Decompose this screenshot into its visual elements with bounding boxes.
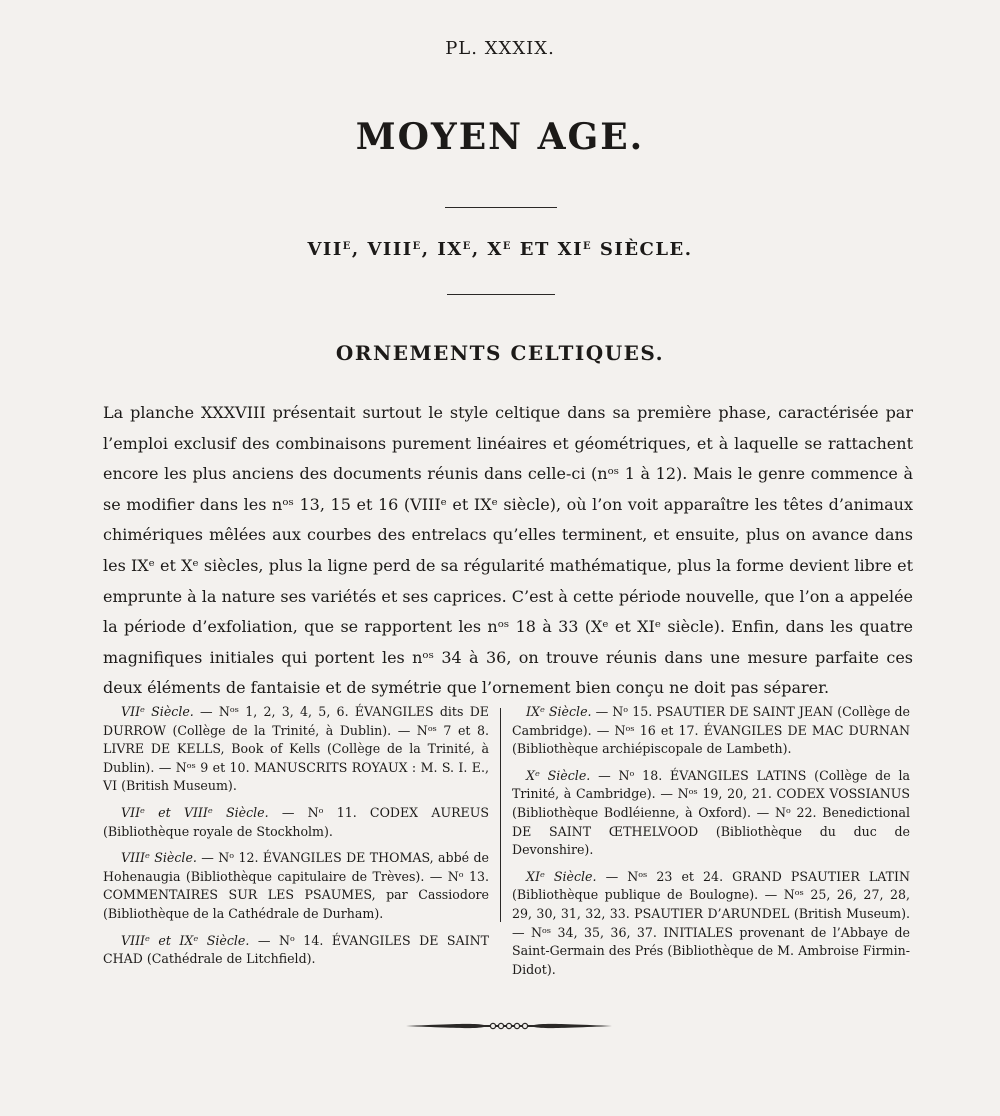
note-entry	[103, 703, 489, 796]
tail-piece-ornament-icon	[404, 1016, 614, 1036]
century-sup: E	[583, 241, 593, 252]
century-part: ET XI	[511, 239, 584, 260]
notes-left-column	[103, 703, 489, 977]
note-entry	[512, 767, 910, 860]
century-part: SIÈCLE.	[592, 239, 693, 260]
note-lead: Xᵉ Siècle.	[526, 767, 591, 783]
page-title: MOYEN AGE.	[355, 116, 645, 158]
note-text: — Nᵒ 15. PSAUTIER DE SAINT JEAN (Collège de Cambridge). — Nᵒˢ 16 et 17. ÉVANGILES DE MAC DURNAN (Bibliothèque archiépiscopale de Lambeth).	[512, 704, 910, 757]
notes-right-column	[512, 703, 910, 987]
century-sup: E	[462, 241, 472, 252]
note-text: — Nᵒˢ 23 et 24. GRAND PSAUTIER LATIN (Bibliothèque publique de Boulogne). — Nᵒˢ 25, 26, 27, 28, 29, 30, 31, 32, 33. PSAUTIER D’ARUNDEL (British Museum). — Nᵒˢ 34, 35, 36, 37. INITIALES provenant de l’Abbaye de Saint-Germain des Prés (Bibliothèque de M. Ambroise Firmin-Didot).	[512, 868, 911, 977]
century-part: , VIII	[351, 239, 413, 260]
note-lead: VIIIᵉ et IXᵉ Siècle.	[121, 932, 250, 948]
note-text: — Nᵒ 12. ÉVANGILES DE THOMAS, abbé de Hohenaugia (Bibliothèque capitulaire de Trèves). — Nᵒ 13. COMMENTAIRES SUR LES PSAUMES, par Cassiodore (Bibliothèque de la Cathédrale de Durham).	[103, 850, 489, 921]
note-text: — Nᵒ 11. CODEX AUREUS (Bibliothèque royale de Stockholm).	[103, 804, 489, 839]
note-lead: VIIᵉ et VIIIᵉ Siècle.	[121, 804, 269, 820]
century-part: VII	[307, 239, 343, 260]
century-part: , IX	[421, 239, 463, 260]
note-lead: IXᵉ Siècle.	[526, 704, 592, 719]
note-entry	[103, 849, 489, 923]
note-text: — Nᵒ 14. ÉVANGILES DE SAINT CHAD (Cathédrale de Litchfield).	[103, 932, 489, 967]
note-text: — Nᵒˢ 1, 2, 3, 4, 5, 6. ÉVANGILES dits DE DURROW (Collège de la Trinité, à Dublin). — Nᵒˢ 7 et 8. LIVRE DE KELLS, Book of Kells (Collège de la Trinité, à Dublin). — Nᵒˢ 9 et 10. MANUSCRITS ROYAUX : M. S. I. E., VI (British Museum).	[103, 704, 489, 794]
divider-rule	[447, 294, 555, 295]
century-sup: E	[342, 241, 352, 252]
note-entry	[512, 703, 910, 759]
note-entry	[103, 932, 489, 969]
note-text: — Nᵒ 18. ÉVANGILES LATINS (Collège de la Trinité, à Cambridge). — Nᵒˢ 19, 20, 21. CODEX VOSSIANUS (Bibliothèque Bodléienne, à Oxford). — Nᵒ 22. Benedictional DE SAINT ŒTHELVOOD (Bibliothèque du duc de Devonshire).	[512, 767, 910, 858]
century-heading	[0, 239, 1000, 260]
note-lead: XIᵉ Siècle.	[526, 868, 597, 884]
note-entry	[512, 868, 910, 980]
note-entry	[103, 804, 489, 841]
note-lead: VIIIᵉ Siècle.	[121, 850, 197, 866]
intro-text: La planche XXXVIII présentait surtout le style celtique dans sa première phase, caractérisée par l’emploi exclusif des combinaisons purement linéaires et géométriques, et à laquelle se rattachent encore les plus anciens des documents réunis dans celle-ci (nᵒˢ 1 à 12). Mais le genre commence à se modifier dans les nᵒˢ 13, 15 et 16 (VIIIᵉ et IXᵉ siècle), où l’on voit apparaître les têtes d’animaux chimériques mêlées aux courbes des entrelacs qu’elles terminent, et ensuite, plus on avance dans les IXᵉ et Xᵉ siècles, plus la ligne perd de sa régularité mathématique, plus la forme devient libre et emprunte à la nature ses variétés et ses caprices. C’est à cette période nouvelle, que l’on a appelée la période d’exfoliation, que se rapportent les nᵒˢ 18 à 33 (Xᵉ et XIᵉ siècle). Enfin, dans les quatre magnifiques initiales qui portent les nᵒˢ 34 à 36, on trouve réunis dans une mesure parfaite ces deux éléments de fantaisie et de symétrie que l’ornement bien conçu ne doit pas séparer.	[103, 403, 913, 698]
column-divider	[500, 708, 501, 922]
section-title: ORNEMENTS CELTIQUES.	[335, 341, 665, 365]
note-lead: VIIᵉ Siècle.	[121, 704, 194, 719]
century-sup: E	[412, 241, 422, 252]
divider-rule	[445, 207, 557, 208]
century-part: , X	[471, 239, 503, 260]
intro-paragraph	[103, 398, 913, 704]
plate-number: PL. XXXIX.	[445, 38, 555, 59]
century-sup: E	[502, 241, 512, 252]
